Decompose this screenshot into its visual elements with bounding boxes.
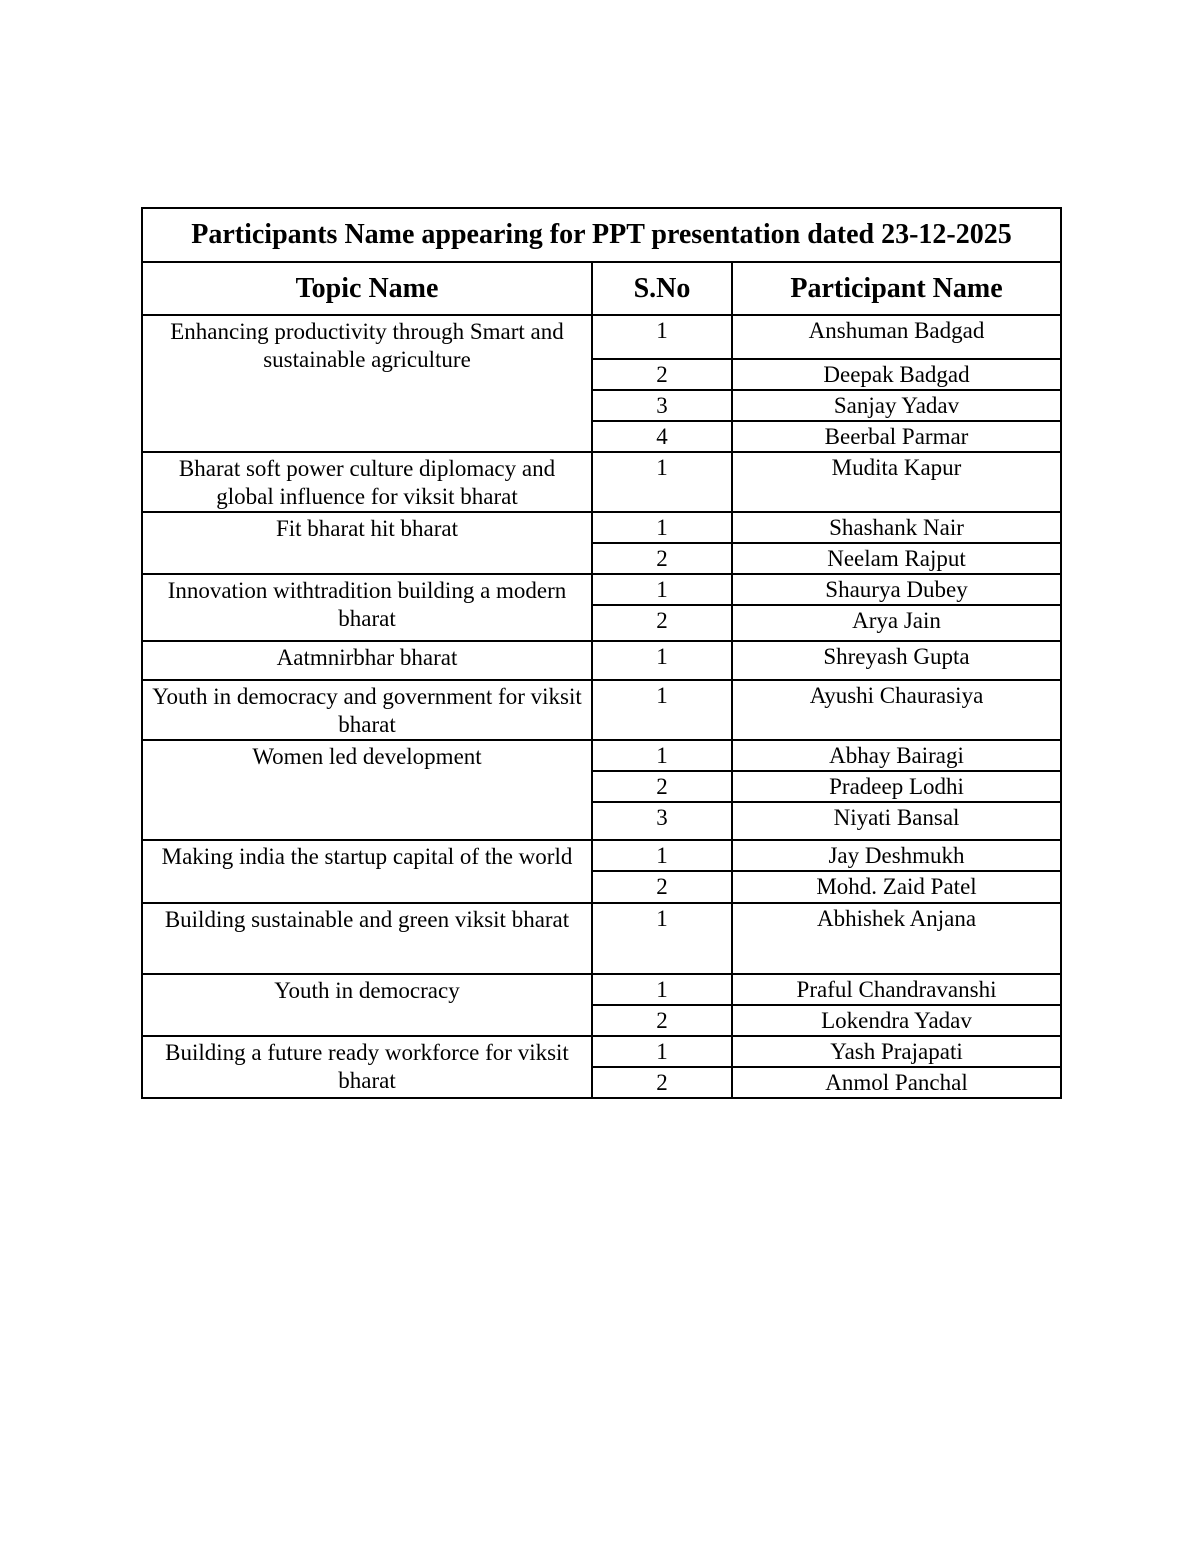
participant-name: Anshuman Badgad	[732, 315, 1061, 359]
topic-name: Building sustainable and green viksit bharat	[142, 903, 592, 974]
participant-name: Praful Chandravanshi	[732, 974, 1061, 1005]
topic-name: Aatmnirbhar bharat	[142, 641, 592, 680]
topic-name: Youth in democracy and government for viksit bharat	[142, 680, 592, 740]
table-row	[142, 974, 1061, 1005]
participant-name: Arya Jain	[732, 605, 1061, 641]
table-row	[142, 680, 1061, 740]
table-row	[142, 641, 1061, 680]
serial-number: 1	[592, 512, 732, 543]
participant-name: Mudita Kapur	[732, 452, 1061, 512]
serial-number: 2	[592, 543, 732, 574]
header-topic: Topic Name	[142, 262, 592, 315]
participants-table	[141, 207, 1062, 1099]
topic-name: Building a future ready workforce for viksit bharat	[142, 1036, 592, 1098]
table-row	[142, 452, 1061, 512]
serial-number: 1	[592, 315, 732, 359]
participant-name: Deepak Badgad	[732, 359, 1061, 390]
serial-number: 2	[592, 1005, 732, 1036]
serial-number: 2	[592, 605, 732, 641]
table-body	[142, 315, 1061, 1098]
topic-name: Innovation withtradition building a modern bharat	[142, 574, 592, 641]
table-row	[142, 1036, 1061, 1067]
participant-name: Shreyash Gupta	[732, 641, 1061, 680]
serial-number: 1	[592, 680, 732, 740]
serial-number: 1	[592, 1036, 732, 1067]
participant-name: Shaurya Dubey	[732, 574, 1061, 605]
participant-name: Yash Prajapati	[732, 1036, 1061, 1067]
table-row	[142, 512, 1061, 543]
table-title: Participants Name appearing for PPT presentation dated 23-12-2025	[142, 208, 1061, 262]
serial-number: 3	[592, 802, 732, 840]
topic-name: Bharat soft power culture diplomacy and global influence for viksit bharat	[142, 452, 592, 512]
serial-number: 3	[592, 390, 732, 421]
topic-name: Making india the startup capital of the world	[142, 840, 592, 903]
serial-number: 1	[592, 641, 732, 680]
topic-name: Youth in democracy	[142, 974, 592, 1036]
serial-number: 2	[592, 359, 732, 390]
serial-number: 1	[592, 974, 732, 1005]
topic-name: Women led development	[142, 740, 592, 840]
participant-name: Shashank Nair	[732, 512, 1061, 543]
topic-name: Enhancing productivity through Smart and sustainable agriculture	[142, 315, 592, 452]
participant-name: Abhishek Anjana	[732, 903, 1061, 974]
table-row	[142, 840, 1061, 871]
serial-number: 1	[592, 740, 732, 771]
serial-number: 2	[592, 1067, 732, 1098]
participant-name: Ayushi Chaurasiya	[732, 680, 1061, 740]
header-participant: Participant Name	[732, 262, 1061, 315]
table-row	[142, 574, 1061, 605]
serial-number: 1	[592, 903, 732, 974]
participant-name: Abhay Bairagi	[732, 740, 1061, 771]
participant-name: Anmol Panchal	[732, 1067, 1061, 1098]
topic-name: Fit bharat hit bharat	[142, 512, 592, 574]
header-sno: S.No	[592, 262, 732, 315]
participant-name: Jay Deshmukh	[732, 840, 1061, 871]
serial-number: 2	[592, 871, 732, 903]
table-row	[142, 740, 1061, 771]
participant-name: Lokendra Yadav	[732, 1005, 1061, 1036]
serial-number: 2	[592, 771, 732, 802]
participant-name: Pradeep Lodhi	[732, 771, 1061, 802]
table-row	[142, 315, 1061, 359]
participant-name: Sanjay Yadav	[732, 390, 1061, 421]
serial-number: 1	[592, 574, 732, 605]
serial-number: 1	[592, 452, 732, 512]
serial-number: 4	[592, 421, 732, 452]
serial-number: 1	[592, 840, 732, 871]
participant-name: Neelam Rajput	[732, 543, 1061, 574]
participant-name: Niyati Bansal	[732, 802, 1061, 840]
participant-name: Mohd. Zaid Patel	[732, 871, 1061, 903]
table-row	[142, 903, 1061, 974]
participant-name: Beerbal Parmar	[732, 421, 1061, 452]
